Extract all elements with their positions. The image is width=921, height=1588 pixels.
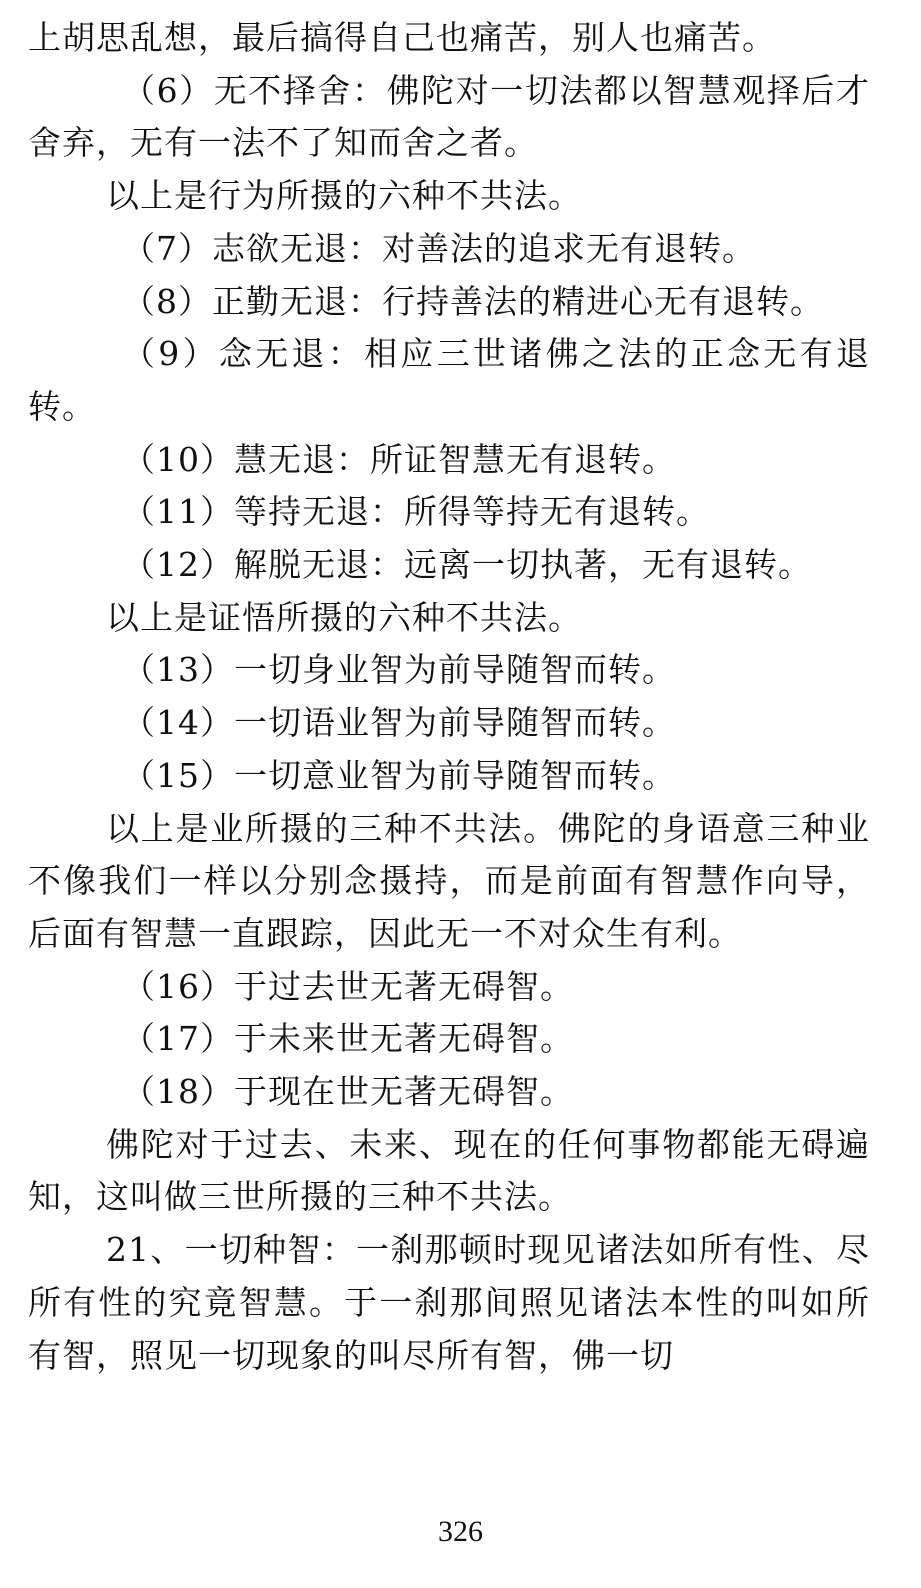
list-item-11: （11）等持无退：所得等持无有退转。: [122, 492, 710, 532]
summary-paragraph-conduct: 以上是行为所摄的六种不共法。: [106, 176, 582, 216]
list-item-16: （16）于过去世无著无碍智。: [122, 966, 574, 1006]
summary-paragraph-karma: 以上是业所摄的三种不共法。佛陀的身语意三种业不像我们一样以分别念摄持，而是前面有智慧作向导，后面有智慧一直跟踪，因此无一不对众生有利。: [28, 808, 870, 953]
list-item-12: （12）解脱无退：远离一切执著，无有退转。: [122, 545, 812, 585]
list-item-17: （17）于未来世无著无碍智。: [122, 1019, 574, 1059]
list-item-9: （9）念无退：相应三世诸佛之法的正念无有退转。: [28, 334, 870, 426]
summary-paragraph-three-times: 佛陀对于过去、未来、现在的任何事物都能无碍遍知，这叫做三世所摄的三种不共法。: [28, 1124, 870, 1217]
list-item-7: （7）志欲无退：对善法的追求无有退转。: [122, 228, 756, 268]
list-item-15: （15）一切意业智为前导随智而转。: [122, 755, 676, 795]
paragraph-omniscience: 21、一切种智：一刹那顿时现见诸法如所有性、尽所有性的究竟智慧。于一刹那间照见诸法本性的叫如所有智，照见一切现象的叫尽所有智，佛一切: [28, 1230, 870, 1375]
page-number: 326: [438, 1515, 483, 1548]
summary-paragraph-realization: 以上是证悟所摄的六种不共法。: [106, 597, 582, 637]
page-body: [28, 12, 870, 1382]
list-item-6: （6）无不择舍：佛陀对一切法都以智慧观择后才舍弃，无有一法不了知而舍之者。: [28, 70, 870, 163]
list-item-10: （10）慧无退：所证智慧无有退转。: [122, 439, 676, 479]
paragraph-continuation: 上胡思乱想，最后搞得自己也痛苦，别人也痛苦。: [28, 18, 776, 57]
list-item-8: （8）正勤无退：行持善法的精进心无有退转。: [122, 281, 824, 321]
list-item-13: （13）一切身业智为前导随智而转。: [122, 650, 676, 690]
list-item-18: （18）于现在世无著无碍智。: [122, 1072, 574, 1112]
list-item-14: （14）一切语业智为前导随智而转。: [122, 703, 676, 743]
